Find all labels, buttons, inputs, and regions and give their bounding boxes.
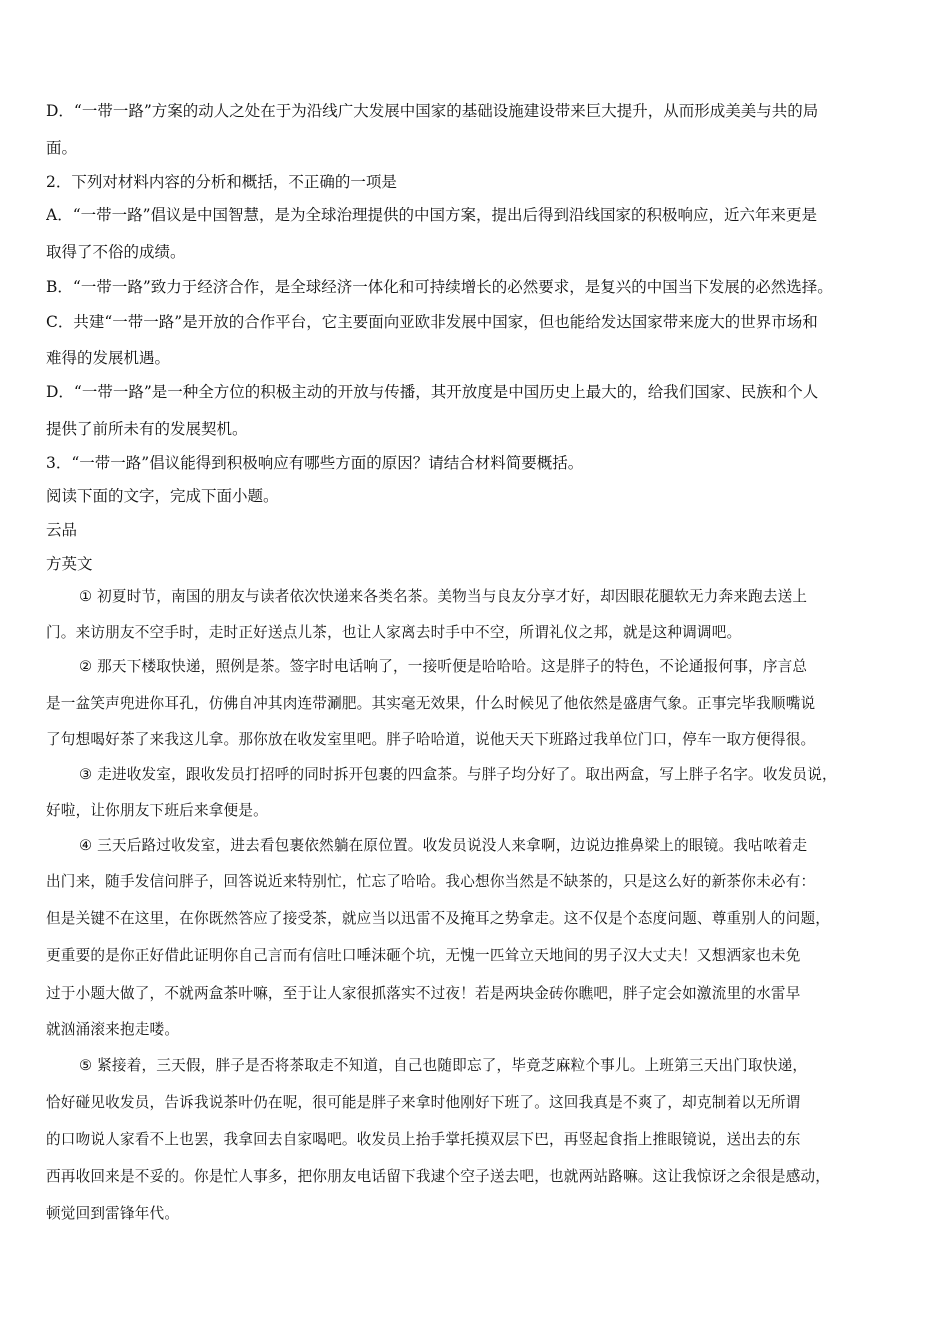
story-paragraph-2-line3: 了句想喝好茶了来我这儿拿。那你放在收发室里吧。胖子哈哈道，说他天天下班路过我单位门口，停车一取方便得很。: [46, 731, 816, 748]
story-paragraph-3-line2: 好啦，让你朋友下班后来拿便是。: [46, 802, 268, 819]
q2-option-a-line2: 取得了不俗的成绩。: [46, 243, 186, 261]
story-paragraph-2-line2: 是一盆笑声兜进你耳孔，仿佛自冲其肉连带涮肥。其实毫无效果，什么时候见了他依然是盛唐气象。正事完毕我顺嘴说: [46, 695, 816, 712]
q2-option-a-line1: A．“一带一路”倡议是中国智慧，是为全球治理提供的中国方案，提出后得到沿线国家的积极响应，近六年来更是: [46, 206, 818, 224]
q1-option-d-line2: 面。: [46, 139, 78, 157]
q2-option-b: B．“一带一路”致力于经济合作，是全球经济一体化和可持续增长的必然要求，是复兴的中国当下发展的必然选择。: [46, 278, 833, 296]
story-paragraph-4-line4: 更重要的是你正好借此证明你自己言而有信吐口唾沫砸个坑，无愧一匹耸立天地间的男子汉大丈夫！又想洒家也未免: [46, 947, 801, 964]
story-paragraph-5-line2: 恰好碰见收发员，告诉我说茶叶仍在呢，很可能是胖子来拿时他刚好下班了。这回我真是不爽了，却克制着以无所谓: [46, 1094, 801, 1111]
q3-stem: 3．“一带一路”倡议能得到积极响应有哪些方面的原因？请结合材料简要概括。: [46, 454, 584, 472]
story-paragraph-4-line3: 但是关键不在这里，在你既然答应了接受茶，就应当以迅雷不及掩耳之势拿走。这不仅是个态度问题、尊重别人的问题，: [46, 910, 831, 927]
q1-option-d-line1: D．“一带一路”方案的动人之处在于为沿线广大发展中国家的基础设施建设带来巨大提升，从而形成美美与共的局: [46, 102, 819, 120]
story-paragraph-5-line1: ⑤ 紧接着，三天假，胖子是否将茶取走不知道，自己也随即忘了，毕竟芝麻粒个事儿。上班第三天出门取快递，: [79, 1057, 808, 1074]
story-paragraph-2-line1: ② 那天下楼取快递，照例是茶。签字时电话响了，一接听便是哈哈哈。这是胖子的特色，不论通报何事，序言总: [79, 658, 808, 675]
story-paragraph-1-line1: ① 初夏时节，南国的朋友与读者依次快递来各类名茶。美物当与良友分享才好，却因眼花腿软无力奔来跑去送上: [79, 588, 808, 605]
story-title: 云品: [46, 521, 78, 539]
q2-option-c-line2: 难得的发展机遇。: [46, 349, 171, 367]
story-paragraph-4-line6: 就汹涌滚来抱走喽。: [46, 1021, 180, 1038]
story-paragraph-5-line3: 的口吻说人家看不上也罢，我拿回去自家喝吧。收发员上抬手掌托摸双层下巴，再竖起食指上推眼镜说，送出去的东: [46, 1131, 801, 1148]
q2-option-d-line1: D．“一带一路”是一种全方位的积极主动的开放与传播，其开放度是中国历史上最大的，给我们国家、民族和个人: [46, 383, 819, 401]
q2-option-c-line1: C．共建“一带一路”是开放的合作平台，它主要面向亚欧非发展中国家，但也能给发达国家带来庞大的世界市场和: [46, 313, 818, 331]
reading-instruction: 阅读下面的文字，完成下面小题。: [46, 487, 279, 505]
story-paragraph-5-line4: 西再收回来是不妥的。你是忙人事多，把你朋友电话留下我逮个空子送去吧，也就两站路嘛。这让我惊讶之余很是感动，: [46, 1168, 831, 1185]
story-paragraph-1-line2: 门。来访朋友不空手时，走时正好送点儿茶，也让人家离去时手中不空，所谓礼仪之邦，就是这种调调吧。: [46, 624, 742, 641]
q2-stem: 2．下列对材料内容的分析和概括，不正确的一项是: [46, 173, 397, 191]
story-paragraph-4-line1: ④ 三天后路过收发室，进去看包裹依然躺在原位置。收发员说没人来拿啊，边说边推鼻梁上的眼镜。我咕哝着走: [79, 837, 808, 854]
story-paragraph-4-line5: 过于小题大做了，不就两盒茶叶嘛，至于让人家很抓落实不过夜！若是两块金砖你瞧吧，胖子定会如激流里的水雷早: [46, 985, 801, 1002]
story-paragraph-3-line1: ③ 走进收发室，跟收发员打招呼的同时拆开包裹的四盒茶。与胖子均分好了。取出两盒，写上胖子名字。收发员说，: [79, 766, 837, 783]
story-paragraph-5-line5: 顿觉回到雷锋年代。: [46, 1205, 180, 1222]
q2-option-d-line2: 提供了前所未有的发展契机。: [46, 420, 248, 438]
story-paragraph-4-line2: 出门来，随手发信问胖子，回答说近来特别忙，忙忘了哈哈。我心想你当然是不缺茶的，只是这么好的新茶你未必有：: [46, 873, 816, 890]
story-author: 方英文: [46, 555, 93, 573]
